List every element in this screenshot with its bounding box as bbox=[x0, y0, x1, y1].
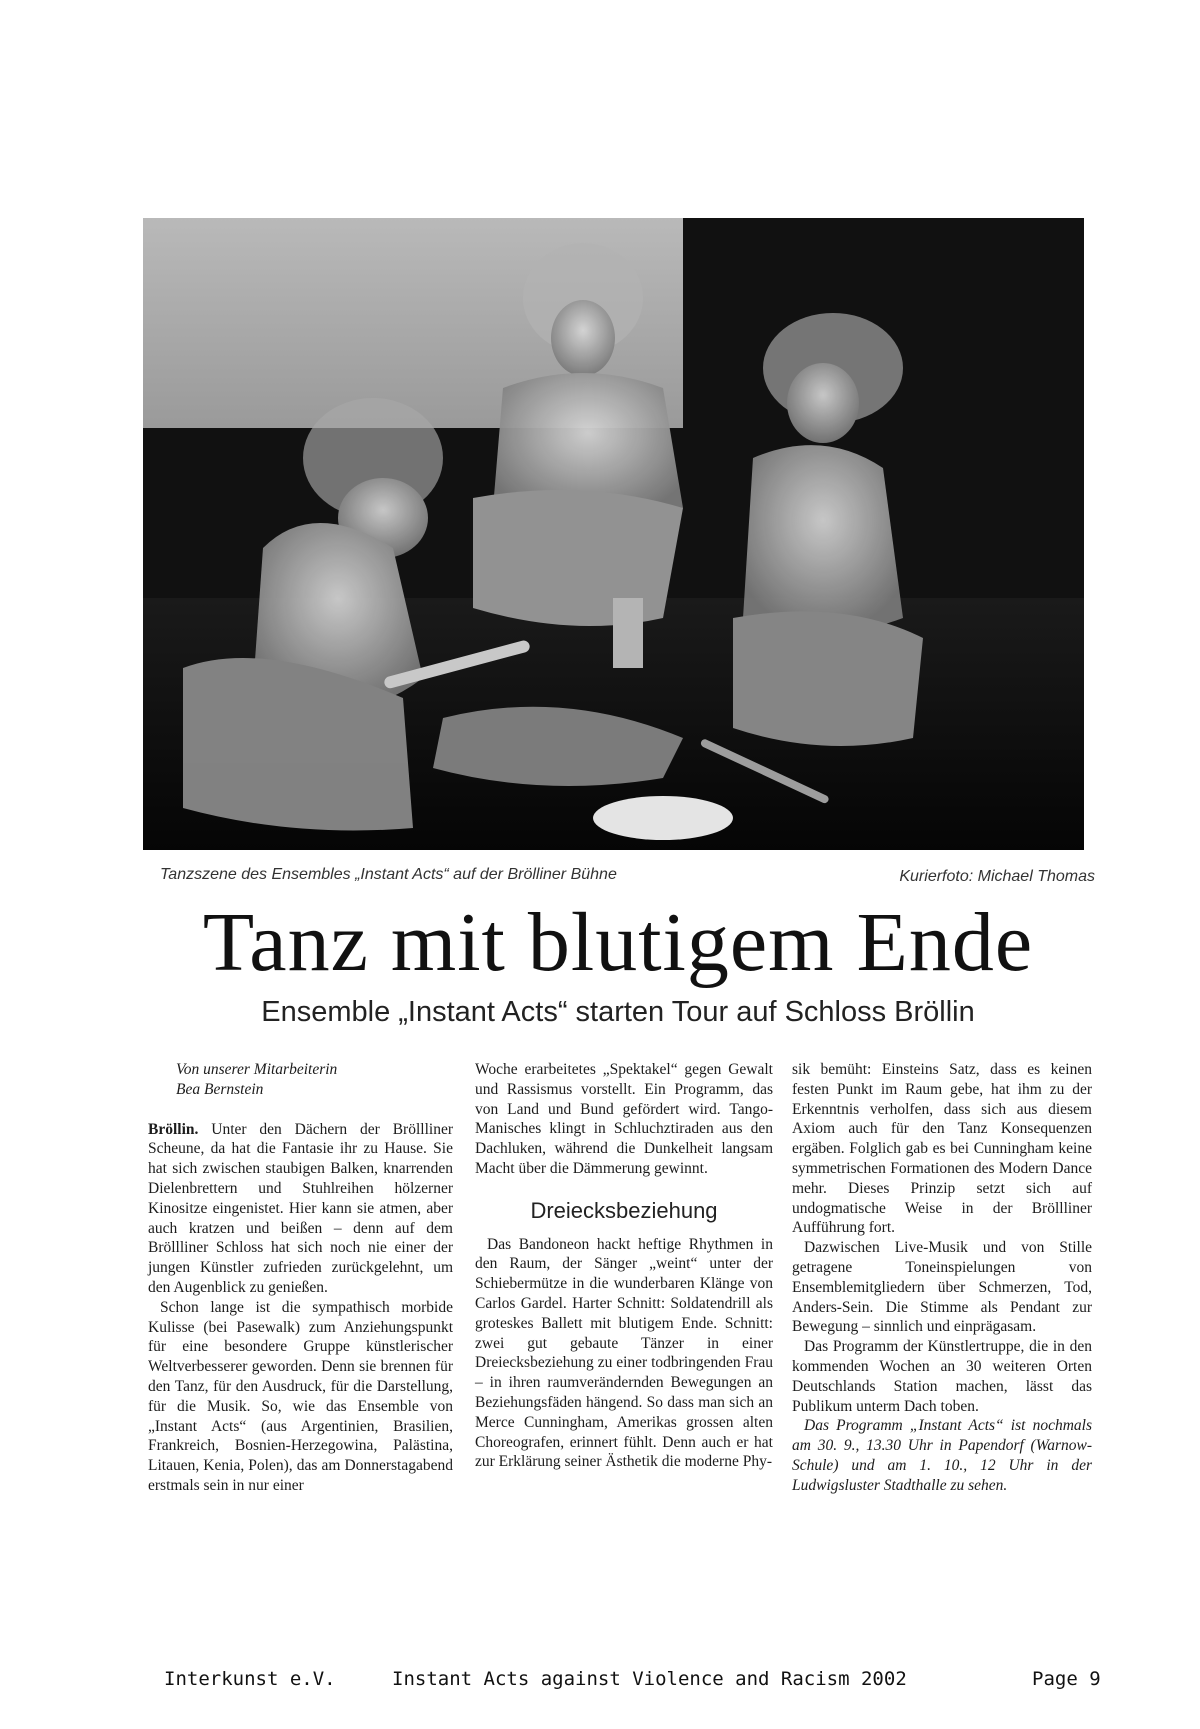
paragraph-2: Schon lange ist die sympathisch morbide Kulisse (bei Pasewalk) zum Anziehungspunkt für eine besondere Gruppe künstlerischer Weltverbesserer geworden. Denn sie brennen für den Tanz, für den Ausdruck, für die Darstellung, für die Musik. So, wie das Ensemble von „Instant Acts“ (aus Argentinien, Brasilien, Frankreich, Bosnien-Herzegowina, Palästina, Litauen, Kenia, Polen), das am Donnerstagabend erstmals sein in nur einer bbox=[148, 1298, 453, 1494]
byline-role: Von unserer Mitarbeiterin bbox=[176, 1061, 338, 1078]
paragraph-3: Woche erarbeitetes „Spektakel“ gegen Gewalt und Rassismus vorstellt. Ein Programm, das von Land und Bund gefördert wird. Tango-Manisches klingt in Schluchztiraden aus den Dachluken, während die Dunkelheit langsam Macht über die Dämmerung gewinnt. bbox=[475, 1061, 773, 1177]
footer-organization: Interkunst e.V. bbox=[164, 1668, 336, 1690]
article-subheadline: Ensemble „Instant Acts“ starten Tour auf Schloss Bröllin bbox=[261, 996, 975, 1028]
footer-title: Instant Acts against Violence and Racism 2002 bbox=[392, 1668, 907, 1690]
dance-scene-illustration bbox=[143, 218, 1084, 850]
photo-caption: Tanzszene des Ensembles „Instant Acts“ auf der Brölliner Bühne bbox=[160, 866, 617, 883]
paragraph-1-text: Unter den Dächern der Bröllliner Scheune, da hat die Fantasie ihr zu Hause. Sie hat sich zwischen staubigen Balken, knarrenden Dielenbrettern und Stuhlreihen hölzerner Kinositze eingenistet. Hier kann sie atmen, aber auch kratzen und beißen – denn auf dem Bröllliner Schloss hat sich noch nie einer der jungen Künstler zufrieden zurückgelehnt, um den Augenblick zu genießen. bbox=[148, 1120, 453, 1296]
article-column-2 bbox=[475, 1060, 773, 1472]
photo-credit: Kurierfoto: Michael Thomas bbox=[899, 868, 1095, 885]
article-column-1 bbox=[148, 1060, 453, 1496]
article-column-3 bbox=[792, 1060, 1092, 1496]
paragraph-6: Dazwischen Live-Musik und von Stille getragene Toneinspielungen von Ensemblemitgliedern über Schmerzen, Tod, Anders-Sein. Die Stimme als Pendant zur Bewegung – sinnlich und einprägasam. bbox=[792, 1239, 1092, 1336]
article-photo bbox=[143, 218, 1084, 850]
dateline: Bröllin. bbox=[148, 1120, 199, 1138]
section-heading: Dreiecksbeziehung bbox=[530, 1197, 718, 1223]
paragraph-7: Das Programm der Künstlertruppe, die in den kommenden Wochen an 30 weiteren Orten Deutschlands Station machen, lässt das Publikum unterm Dach toben. bbox=[792, 1338, 1092, 1415]
paragraph-5: sik bemüht: Einsteins Satz, dass es keinen festen Punkt im Raum gebe, hat ihm zu der Erkenntnis verholfen, dass sich aus diesem Axiom auch für den Tanz Konsequenzen ergäben. Folglich gab es bei Cunningham keine symmetrischen Formationen des Modern Dance mehr. Dieses Prinzip setzt sich auf undogmatische Weise in der Bröllliner Aufführung fort. bbox=[792, 1061, 1092, 1237]
event-note: Das Programm „Instant Acts“ ist nochmals am 30. 9., 13.30 Uhr in Papendorf (Warnow-Schule) und am 1. 10., 12 Uhr in der Ludwigsluster Stadthalle zu sehen. bbox=[792, 1417, 1092, 1494]
byline-author: Bea Bernstein bbox=[176, 1080, 264, 1098]
page-number: Page 9 bbox=[1032, 1668, 1101, 1690]
paragraph-4: Das Bandoneon hackt heftige Rhythmen in den Raum, der Sänger „weint“ unter der Schiebermütze in die wunderbaren Klänge von Carlos Gardel. Harter Schnitt: Soldatendrill als groteskes Ballett mit blutigem Ende. Schnitt: zwei gut gebaute Tänzer in einer Dreiecksbeziehung zu einer todbringenden Frau – in ihren raumverändernden Bewegungen an Beziehungsfäden hängend. So dass man sich an Merce Cunningham, Amerikas grossen alten Choreografen, erinnert fühlt. Denn auch er hat zur Erklärung seiner Ästhetik die moderne Phy- bbox=[475, 1235, 773, 1471]
paragraph-1 bbox=[148, 1120, 453, 1298]
article-headline: Tanz mit blutigem Ende bbox=[202, 896, 1034, 989]
